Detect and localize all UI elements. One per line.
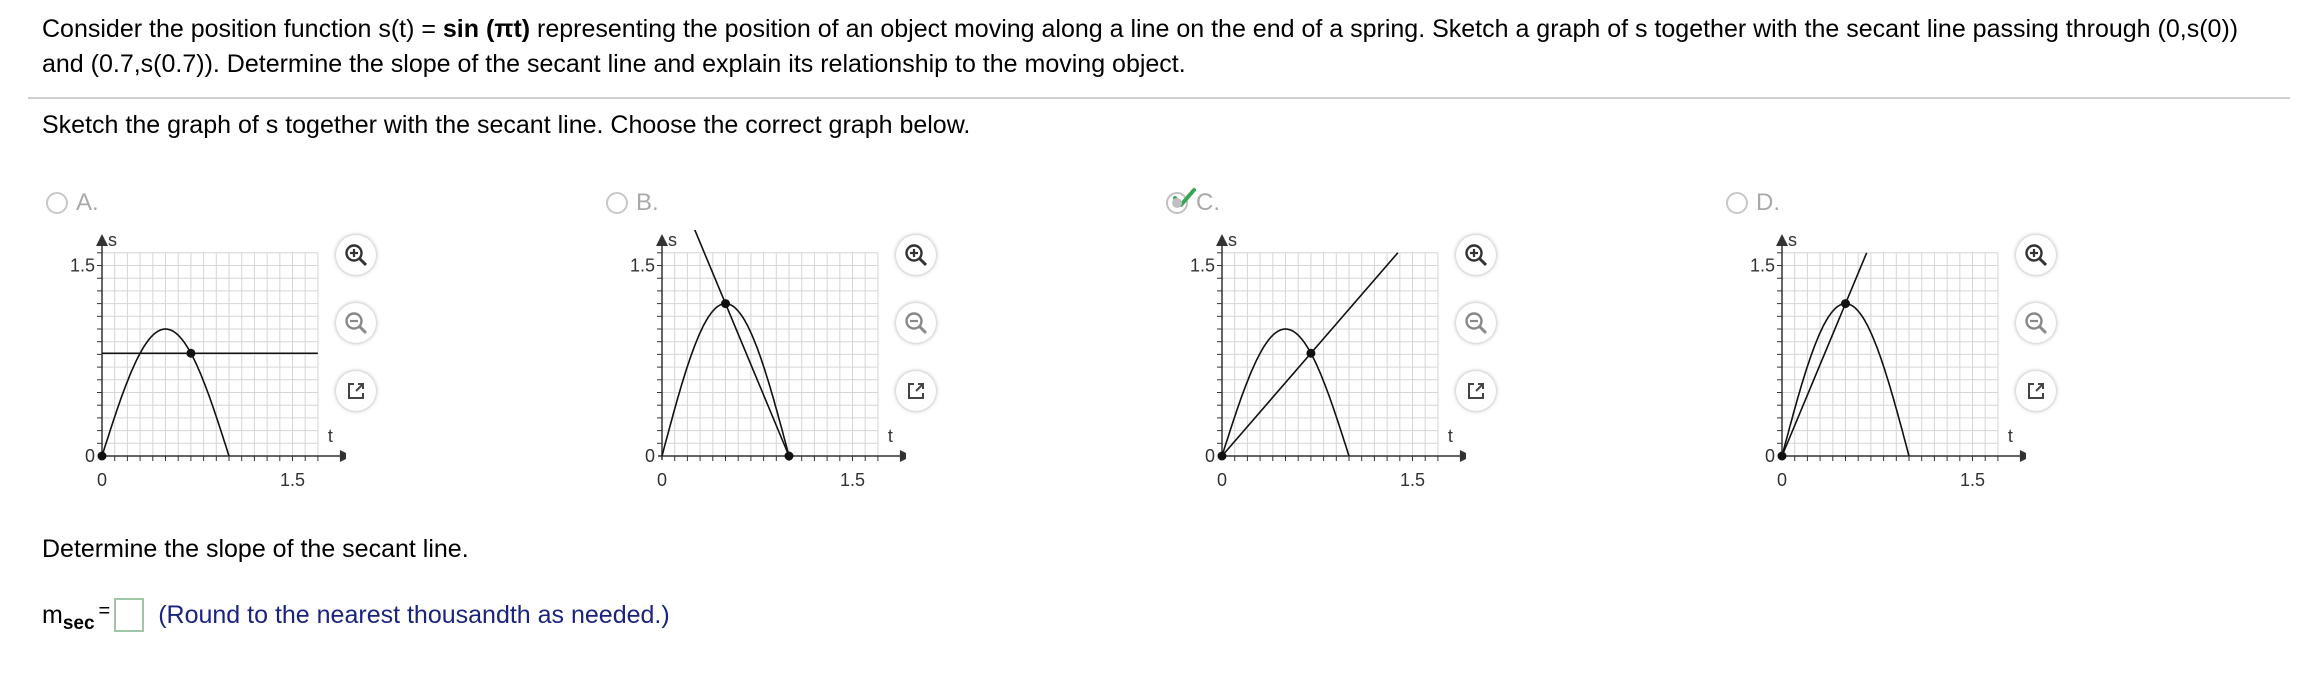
option-d-popout-button[interactable] [2016,371,2056,411]
option-d-graph [1726,230,2026,490]
y-axis-label: s [1228,230,1237,250]
m-label: m [42,600,63,629]
y-axis-label: s [1788,230,1797,250]
question-part1: Consider the position function s(t) = [42,15,443,43]
popout-icon [344,379,368,403]
slope-prompt: Determine the slope of the secant line. [42,535,469,563]
option-b-letter: B. [636,189,659,216]
y-tick-label-max: 1.5 [69,255,95,276]
popout-icon [904,379,928,403]
option-b-zoom-out-button[interactable] [896,303,936,343]
x-tick-label-max: 1.5 [1959,470,1986,490]
question-text [42,12,2272,82]
option-c-header[interactable] [1166,188,1220,218]
y-axis-arrow [96,234,108,246]
x-tick-label-zero: 0 [96,470,108,490]
option-b-graph [606,230,906,490]
option-a-zoom-in-button[interactable] [336,235,376,275]
equals-sign: = [98,599,111,622]
secant-point [1218,452,1227,461]
prompt-text: Sketch the graph of s together with the secant line. Choose the correct graph below. [42,111,971,139]
option-b[interactable] [606,180,1026,500]
zoom-in-icon [1463,242,1489,268]
secant-point [1778,452,1787,461]
grid [662,253,878,456]
option-c[interactable] [1166,180,1586,500]
secant-point [721,299,730,308]
option-b-zoom-in-button[interactable] [896,235,936,275]
zoom-out-icon [343,310,369,336]
x-axis-arrow [340,450,346,462]
option-c-popout-button[interactable] [1456,371,1496,411]
x-axis-label: t [1447,426,1453,446]
option-a-graph [46,230,346,490]
y-tick-label-max: 1.5 [629,255,655,276]
x-tick-label-max: 1.5 [279,470,306,490]
zoom-in-icon [903,242,929,268]
question-part2: representing the position of an object moving along a line on the end of a spring. Sketch a graph of s together with the secant line passing through (0,s(0)) and (0.7,s(0.7)). Determine the slope of the secant line and explain its relationship to the moving object. [42,15,2239,78]
m-subscript: sec [62,613,95,634]
slope-answer-input[interactable] [114,598,144,632]
option-c-letter: C. [1196,189,1220,216]
rounding-hint: (Round to the nearest thousandth as needed.) [158,600,670,629]
question-function: sin (πt) [442,15,531,43]
x-tick-label-zero: 0 [656,470,668,490]
x-axis-arrow [2020,450,2026,462]
secant-point [785,452,794,461]
option-a-header[interactable] [46,188,99,218]
option-b-radio[interactable] [606,192,628,214]
option-d-zoom-out-button[interactable] [2016,303,2056,343]
x-tick-label-zero: 0 [1216,470,1228,490]
y-axis-label: s [668,230,677,250]
secant-point [1306,349,1315,358]
zoom-out-icon [2023,310,2049,336]
answer-row [42,594,670,636]
secant-point [186,349,195,358]
y-tick-label-max: 1.5 [1189,255,1215,276]
y-tick-label-zero: 0 [1764,446,1775,466]
option-a-zoom-out-button[interactable] [336,303,376,343]
option-c-zoom-in-button[interactable] [1456,235,1496,275]
grid [102,253,318,456]
option-d-header[interactable] [1726,188,1780,218]
grid [1222,253,1438,456]
y-axis-arrow [1216,234,1228,246]
y-axis-arrow [1776,234,1788,246]
grid [1782,253,1998,456]
option-c-graph [1166,230,1466,490]
option-a-radio[interactable] [46,192,68,214]
option-a-popout-button[interactable] [336,371,376,411]
y-tick-label-zero: 0 [84,446,95,466]
option-d[interactable] [1726,180,2146,500]
option-d-radio[interactable] [1726,192,1748,214]
zoom-out-icon [1463,310,1489,336]
option-b-popout-button[interactable] [896,371,936,411]
secant-point [98,452,107,461]
popout-icon [1464,379,1488,403]
x-tick-label-max: 1.5 [839,470,866,490]
option-c-zoom-out-button[interactable] [1456,303,1496,343]
y-tick-label-zero: 0 [644,446,655,466]
x-tick-label-max: 1.5 [1399,470,1426,490]
zoom-in-icon [343,242,369,268]
zoom-in-icon [2023,242,2049,268]
y-tick-label-zero: 0 [1204,446,1215,466]
option-a[interactable] [46,180,466,500]
x-axis-arrow [900,450,906,462]
checkmark-icon [1172,186,1196,210]
divider [28,97,2290,99]
x-tick-label-zero: 0 [1776,470,1788,490]
option-d-zoom-in-button[interactable] [2016,235,2056,275]
zoom-out-icon [903,310,929,336]
option-d-letter: D. [1756,189,1780,216]
popout-icon [2024,379,2048,403]
secant-point [1841,299,1850,308]
y-axis-label: s [108,230,117,250]
x-axis-label: t [2007,426,2013,446]
x-axis-arrow [1460,450,1466,462]
option-a-letter: A. [76,189,99,216]
y-axis-arrow [656,234,668,246]
option-b-header[interactable] [606,188,659,218]
y-tick-label-max: 1.5 [1749,255,1775,276]
x-axis-label: t [887,426,893,446]
option-c-radio[interactable] [1166,192,1188,214]
x-axis-label: t [327,426,333,446]
